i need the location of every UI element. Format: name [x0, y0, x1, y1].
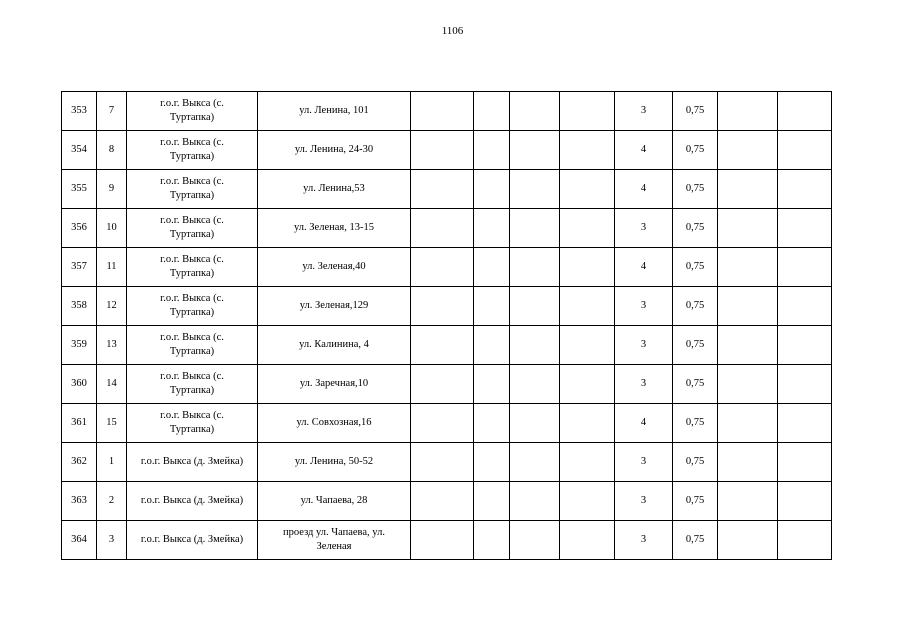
cell-settlement: г.о.г. Выкса (с. Туртапка)	[127, 248, 258, 287]
cell-volume: 0,75	[673, 443, 718, 482]
cell-empty	[510, 404, 560, 443]
cell-empty	[560, 287, 615, 326]
cell-record-number: 355	[62, 170, 97, 209]
table-row	[62, 170, 832, 209]
cell-empty	[474, 170, 510, 209]
cell-empty	[510, 443, 560, 482]
cell-volume: 0,75	[673, 287, 718, 326]
cell-empty	[560, 170, 615, 209]
cell-empty	[474, 131, 510, 170]
cell-settlement: г.о.г. Выкса (д. Змейка)	[127, 443, 258, 482]
cell-empty	[560, 92, 615, 131]
table-row	[62, 209, 832, 248]
cell-sub-number: 2	[97, 482, 127, 521]
cell-record-number: 358	[62, 287, 97, 326]
cell-empty	[718, 209, 778, 248]
cell-sub-number: 12	[97, 287, 127, 326]
cell-empty	[560, 443, 615, 482]
cell-record-number: 360	[62, 365, 97, 404]
cell-empty	[778, 404, 832, 443]
cell-empty	[510, 92, 560, 131]
cell-count: 4	[615, 248, 673, 287]
cell-empty	[411, 92, 474, 131]
cell-empty	[411, 326, 474, 365]
cell-address: ул. Зеленая, 13-15	[258, 209, 411, 248]
cell-empty	[510, 131, 560, 170]
cell-empty	[411, 170, 474, 209]
cell-settlement: г.о.г. Выкса (д. Змейка)	[127, 482, 258, 521]
cell-record-number: 363	[62, 482, 97, 521]
cell-address: ул. Ленина,53	[258, 170, 411, 209]
cell-address: ул. Ленина, 101	[258, 92, 411, 131]
cell-empty	[778, 482, 832, 521]
cell-empty	[411, 287, 474, 326]
cell-empty	[778, 443, 832, 482]
cell-count: 3	[615, 92, 673, 131]
cell-count: 3	[615, 209, 673, 248]
cell-empty	[474, 209, 510, 248]
cell-empty	[718, 287, 778, 326]
cell-sub-number: 9	[97, 170, 127, 209]
cell-empty	[411, 404, 474, 443]
cell-empty	[718, 131, 778, 170]
cell-settlement: г.о.г. Выкса (с. Туртапка)	[127, 365, 258, 404]
cell-empty	[778, 131, 832, 170]
cell-volume: 0,75	[673, 209, 718, 248]
cell-empty	[510, 209, 560, 248]
cell-empty	[560, 404, 615, 443]
registry-table	[61, 91, 832, 560]
cell-empty	[718, 365, 778, 404]
table-row	[62, 443, 832, 482]
cell-empty	[411, 482, 474, 521]
table-row	[62, 131, 832, 170]
cell-empty	[778, 209, 832, 248]
table-row	[62, 92, 832, 131]
cell-count: 3	[615, 287, 673, 326]
cell-record-number: 361	[62, 404, 97, 443]
cell-address: ул. Калинина, 4	[258, 326, 411, 365]
cell-empty	[560, 521, 615, 560]
cell-empty	[560, 365, 615, 404]
cell-empty	[474, 326, 510, 365]
cell-empty	[510, 365, 560, 404]
table-row	[62, 365, 832, 404]
cell-address: ул. Совхозная,16	[258, 404, 411, 443]
cell-record-number: 356	[62, 209, 97, 248]
cell-volume: 0,75	[673, 365, 718, 404]
cell-record-number: 364	[62, 521, 97, 560]
cell-sub-number: 14	[97, 365, 127, 404]
cell-volume: 0,75	[673, 521, 718, 560]
cell-empty	[411, 521, 474, 560]
cell-address: ул. Чапаева, 28	[258, 482, 411, 521]
cell-empty	[778, 365, 832, 404]
cell-empty	[778, 248, 832, 287]
cell-settlement: г.о.г. Выкса (с. Туртапка)	[127, 404, 258, 443]
cell-settlement: г.о.г. Выкса (с. Туртапка)	[127, 131, 258, 170]
cell-address: ул. Зеленая,40	[258, 248, 411, 287]
cell-empty	[474, 482, 510, 521]
cell-address: проезд ул. Чапаева, ул. Зеленая	[258, 521, 411, 560]
cell-empty	[474, 521, 510, 560]
cell-empty	[474, 92, 510, 131]
cell-count: 4	[615, 131, 673, 170]
cell-count: 3	[615, 326, 673, 365]
cell-sub-number: 13	[97, 326, 127, 365]
table-row	[62, 248, 832, 287]
table-row	[62, 521, 832, 560]
cell-empty	[474, 404, 510, 443]
cell-empty	[778, 170, 832, 209]
page-number: 1106	[441, 25, 464, 37]
cell-sub-number: 8	[97, 131, 127, 170]
cell-empty	[474, 287, 510, 326]
cell-empty	[718, 521, 778, 560]
cell-empty	[411, 248, 474, 287]
cell-sub-number: 15	[97, 404, 127, 443]
cell-volume: 0,75	[673, 170, 718, 209]
cell-sub-number: 7	[97, 92, 127, 131]
cell-empty	[778, 521, 832, 560]
cell-empty	[778, 92, 832, 131]
cell-empty	[560, 131, 615, 170]
cell-empty	[718, 482, 778, 521]
cell-volume: 0,75	[673, 92, 718, 131]
cell-settlement: г.о.г. Выкса (с. Туртапка)	[127, 92, 258, 131]
cell-count: 4	[615, 170, 673, 209]
cell-sub-number: 1	[97, 443, 127, 482]
table-body	[62, 92, 832, 560]
table-row	[62, 404, 832, 443]
cell-empty	[510, 287, 560, 326]
cell-address: ул. Зеленая,129	[258, 287, 411, 326]
cell-empty	[510, 482, 560, 521]
cell-address: ул. Заречная,10	[258, 365, 411, 404]
cell-count: 3	[615, 443, 673, 482]
cell-empty	[718, 170, 778, 209]
cell-record-number: 353	[62, 92, 97, 131]
cell-address: ул. Ленина, 50-52	[258, 443, 411, 482]
table-row	[62, 482, 832, 521]
cell-empty	[510, 170, 560, 209]
cell-empty	[718, 404, 778, 443]
cell-count: 3	[615, 365, 673, 404]
cell-volume: 0,75	[673, 131, 718, 170]
cell-sub-number: 3	[97, 521, 127, 560]
cell-settlement: г.о.г. Выкса (с. Туртапка)	[127, 170, 258, 209]
cell-empty	[411, 131, 474, 170]
cell-settlement: г.о.г. Выкса (д. Змейка)	[127, 521, 258, 560]
cell-empty	[510, 521, 560, 560]
cell-empty	[474, 365, 510, 404]
cell-settlement: г.о.г. Выкса (с. Туртапка)	[127, 287, 258, 326]
cell-record-number: 354	[62, 131, 97, 170]
cell-volume: 0,75	[673, 404, 718, 443]
cell-address: ул. Ленина, 24-30	[258, 131, 411, 170]
cell-record-number: 359	[62, 326, 97, 365]
cell-sub-number: 10	[97, 209, 127, 248]
cell-empty	[560, 326, 615, 365]
cell-empty	[510, 248, 560, 287]
cell-empty	[718, 248, 778, 287]
cell-sub-number: 11	[97, 248, 127, 287]
cell-empty	[411, 443, 474, 482]
cell-empty	[778, 326, 832, 365]
table-row	[62, 326, 832, 365]
cell-record-number: 362	[62, 443, 97, 482]
cell-settlement: г.о.г. Выкса (с. Туртапка)	[127, 209, 258, 248]
cell-empty	[474, 443, 510, 482]
cell-empty	[510, 326, 560, 365]
cell-volume: 0,75	[673, 248, 718, 287]
cell-record-number: 357	[62, 248, 97, 287]
cell-empty	[411, 209, 474, 248]
cell-empty	[560, 482, 615, 521]
cell-volume: 0,75	[673, 326, 718, 365]
cell-count: 3	[615, 521, 673, 560]
cell-empty	[560, 248, 615, 287]
cell-count: 4	[615, 404, 673, 443]
table-row	[62, 287, 832, 326]
cell-empty	[718, 326, 778, 365]
cell-empty	[411, 365, 474, 404]
cell-empty	[778, 287, 832, 326]
cell-empty	[560, 209, 615, 248]
cell-empty	[474, 248, 510, 287]
cell-settlement: г.о.г. Выкса (с. Туртапка)	[127, 326, 258, 365]
cell-count: 3	[615, 482, 673, 521]
cell-empty	[718, 443, 778, 482]
cell-empty	[718, 92, 778, 131]
cell-volume: 0,75	[673, 482, 718, 521]
